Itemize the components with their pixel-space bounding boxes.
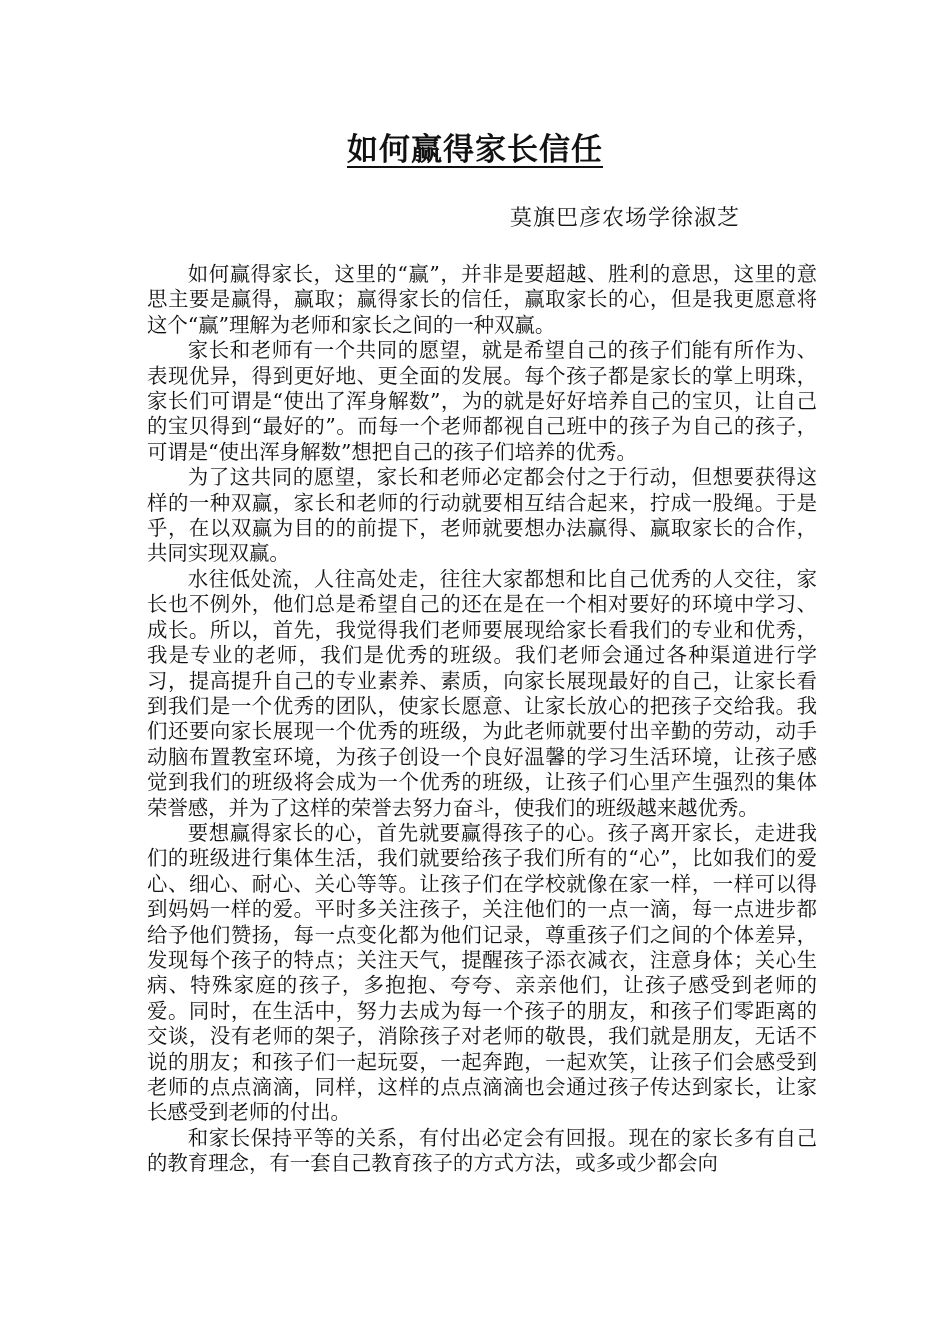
paragraph: 为了这共同的愿望，家长和老师必定都会付之于行动，但想要获得这样的一种双赢，家长和老师的行动就要相互结合起来，拧成一股绳。于是乎，在以双赢为目的的前提下，老师就要想办法赢得、赢取家长的合作，共同实现双赢。 xyxy=(147,465,817,566)
paragraph: 和家长保持平等的关系，有付出必定会有回报。现在的家长多有自己的教育理念，有一套自己教育孩子的方式方法，或多或少都会向 xyxy=(147,1125,817,1176)
document-author: 莫旗巴彦农场学徐淑芝 xyxy=(510,206,741,231)
document-title xyxy=(0,128,950,172)
paragraph: 水往低处流，人往高处走，往往大家都想和比自己优秀的人交往，家长也不例外，他们总是希望自己的还在是在一个相对要好的环境中学习、成长。所以，首先，我觉得我们老师要展现给家长看我们的专业和优秀，我是专业的老师，我们是优秀的班级。我们老师会通过各种渠道进行学习，提高提升自己的专业素养、素质，向家长展现最好的自己，让家长看到我们是一个优秀的团队，使家长愿意、让家长放心的把孩子交给我。我们还要向家长展现一个优秀的班级，为此老师就要付出辛勤的劳动，动手动脑布置教室环境，为孩子创设一个良好温馨的学习生活环境，让孩子感觉到我们的班级将会成为一个优秀的班级，让孩子们心里产生强烈的集体荣誉感，并为了这样的荣誉去努力奋斗，使我们的班级越来越优秀。 xyxy=(147,566,817,820)
document-title-text: 如何赢得家长信任 xyxy=(347,132,603,168)
paragraph: 要想赢得家长的心，首先就要赢得孩子的心。孩子离开家长，走进我们的班级进行集体生活，我们就要给孩子我们所有的“心”，比如我们的爱心、细心、耐心、关心等等。让孩子们在学校就像在家一样，一样可以得到妈妈一样的爱。平时多关注孩子，关注他们的一点一滴，每一点进步都给予他们赞扬，每一点变化都为他们记录，尊重孩子们之间的个体差异，发现每个孩子的特点；关注天气，提醒孩子添衣减衣，注意身体；关心生病、特殊家庭的孩子，多抱抱、夸夸、亲亲他们，让孩子感受到老师的爱。同时，在生活中，努力去成为每一个孩子的朋友，和孩子们零距离的交谈，没有老师的架子，消除孩子对老师的敬畏，我们就是朋友，无话不说的朋友；和孩子们一起玩耍，一起奔跑，一起欢笑，让孩子们会感受到老师的点点滴滴，同样，这样的点点滴滴也会通过孩子传达到家长，让家长感受到老师的付出。 xyxy=(147,820,817,1125)
document-body xyxy=(147,262,817,1177)
paragraph: 家长和老师有一个共同的愿望，就是希望自己的孩子们能有所作为、表现优异，得到更好地、更全面的发展。每个孩子都是家长的掌上明珠，家长们可谓是“使出了浑身解数”，为的就是好好培养自己的宝贝，让自己的宝贝得到“最好的”。而每一个老师都视自己班中的孩子为自己的孩子，可谓是“使出浑身解数”想把自己的孩子们培养的优秀。 xyxy=(147,338,817,464)
paragraph: 如何赢得家长，这里的“赢”，并非是要超越、胜利的意思，这里的意思主要是赢得，赢取；赢得家长的信任，赢取家长的心，但是我更愿意将这个“赢”理解为老师和家长之间的一种双赢。 xyxy=(147,262,817,337)
